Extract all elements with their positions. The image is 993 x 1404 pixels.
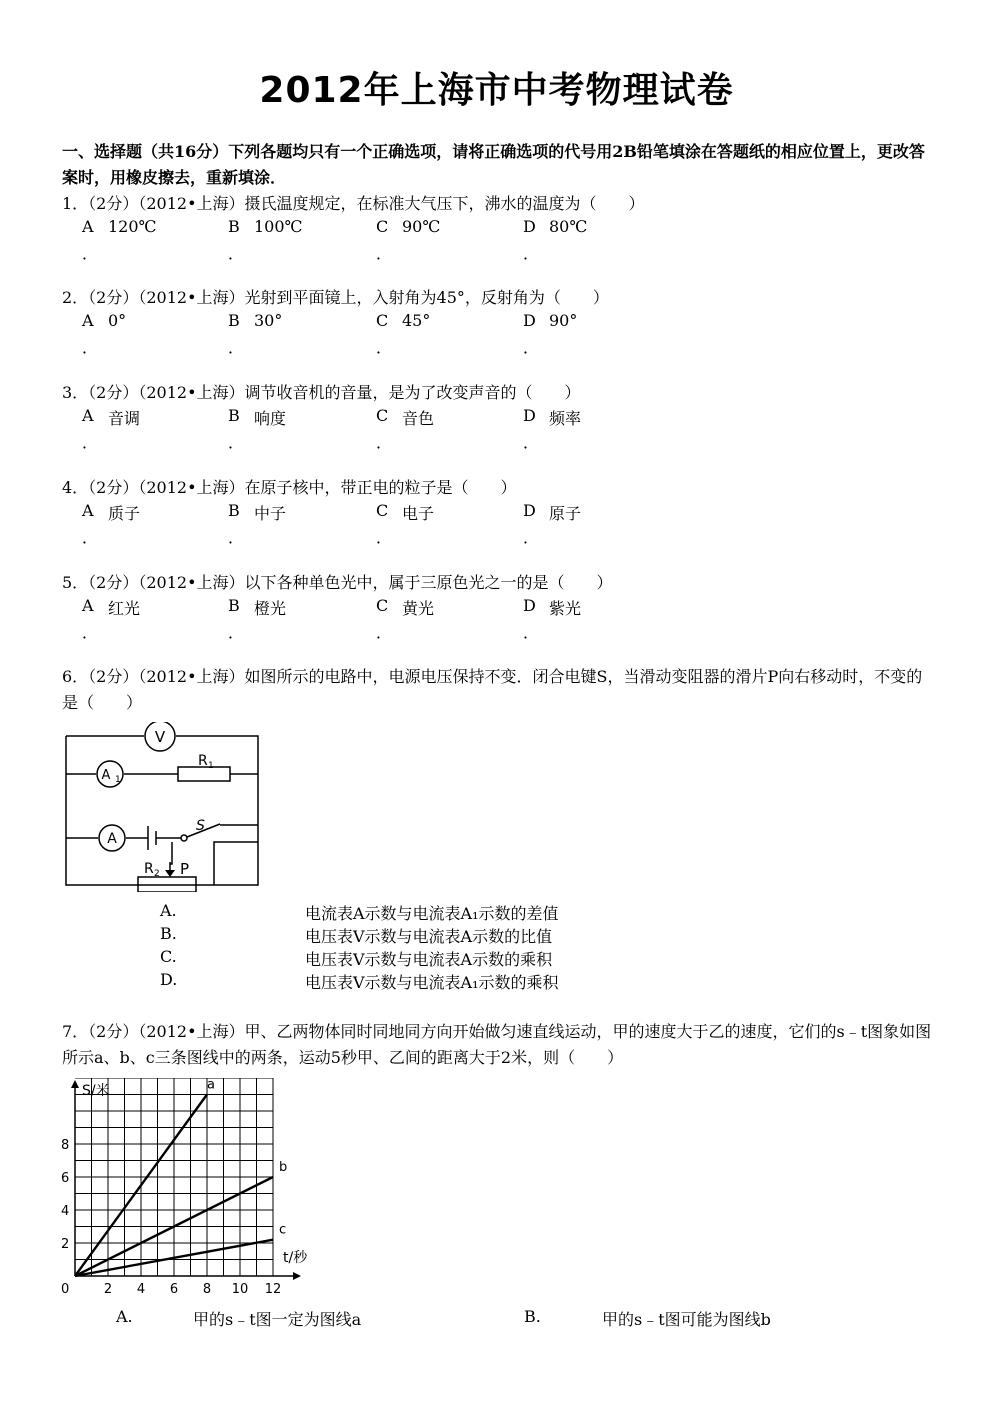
option-dot: ． — [376, 433, 393, 452]
option-letter: A. — [160, 901, 177, 920]
option-text: 0° — [108, 311, 127, 330]
option-text: 音调 — [108, 409, 141, 428]
option-letter: C — [376, 217, 389, 236]
option-dot: ． — [228, 338, 245, 357]
option-text: 45° — [402, 311, 431, 330]
option-letter: A — [82, 217, 94, 236]
switch-s-label: S — [196, 818, 205, 834]
option-text: 120℃ — [108, 217, 157, 236]
y-tick-label: 4 — [61, 1204, 70, 1219]
y-axis-label: S/米 — [82, 1083, 110, 1099]
option-letter: B — [228, 217, 240, 236]
section-instruction: 一、选择题（共16分）下列各题均只有一个正确选项，请将正确选项的代号用2B铅笔填涂在答题纸的相应位置上，更改答案时，用橡皮擦去，重新填涂． — [62, 142, 925, 187]
option-text: 橙光 — [254, 599, 287, 618]
option-dot: ． — [228, 528, 245, 547]
option-text: 电压表V示数与电流表A示数的比值 — [305, 927, 553, 946]
option-letter: D — [523, 596, 536, 615]
option-letter: B — [228, 311, 240, 330]
st-chart — [55, 1078, 330, 1298]
option-dot: ． — [523, 338, 540, 357]
slider-p-label: P — [180, 860, 190, 878]
option-text: 中子 — [254, 504, 287, 523]
option-dot: ． — [82, 338, 99, 357]
rheostat-r2-label: R — [144, 861, 154, 877]
option-letter: C. — [160, 947, 177, 966]
option-dot: ． — [523, 528, 540, 547]
option-text: 音色 — [402, 409, 435, 428]
option-dot: ． — [376, 623, 393, 642]
ammeter-a-label: A — [107, 831, 117, 847]
question-stem: 3．（2分）（2012•上海）调节收音机的音量，是为了改变声音的（ ） — [62, 383, 581, 402]
y-tick-label: 2 — [61, 1237, 70, 1252]
option-text: 黄光 — [402, 599, 435, 618]
slider-arrow-icon — [165, 870, 175, 877]
x-axis-arrow-icon — [293, 1272, 301, 1280]
x-tick-label: 8 — [202, 1282, 212, 1297]
option-dot: ． — [82, 433, 99, 452]
option-letter: A. — [116, 1307, 133, 1326]
series-label-a: a — [207, 1078, 215, 1093]
question-stem: 2．（2分）（2012•上海）光射到平面镜上，入射角为45°，反射角为（ ） — [62, 288, 609, 307]
option-text: 甲的s﹣t图一定为图线a — [193, 1310, 362, 1329]
option-letter: D. — [160, 970, 178, 989]
x-tick-label: 0 — [61, 1282, 70, 1297]
option-text: 甲的s﹣t图可能为图线b — [602, 1310, 771, 1329]
option-dot: ． — [82, 244, 99, 263]
option-text: 电压表V示数与电流表A示数的乘积 — [305, 950, 553, 969]
rheostat-r2-subscript: 2 — [154, 869, 160, 879]
question-stem: 6．（2分）（2012•上海）如图所示的电路中，电源电压保持不变．闭合电键S，当滑动变阻器的滑片P向右移动时，不变的是（ ） — [62, 667, 923, 712]
resistor-r1-subscript: 1 — [208, 761, 214, 771]
option-text: 电压表V示数与电流表A₁示数的乘积 — [305, 973, 559, 992]
option-letter: D — [523, 217, 536, 236]
x-tick-label: 10 — [231, 1282, 249, 1297]
question-stem: 4．（2分）（2012•上海）在原子核中，带正电的粒子是（ ） — [62, 478, 517, 497]
option-letter: B — [228, 596, 240, 615]
option-letter: A — [82, 311, 94, 330]
option-dot: ． — [228, 433, 245, 452]
option-letter: C — [376, 596, 389, 615]
option-text: 原子 — [549, 504, 582, 523]
question-stem: 7．（2分）（2012•上海）甲、乙两物体同时同地同方向开始做匀速直线运动，甲的速度大于乙的速度，它们的s﹣t图象如图所示a、b、c三条图线中的两条，运动5秒甲、乙间的距离大于2米，则（ ） — [62, 1022, 932, 1067]
series-label-b: b — [279, 1160, 288, 1175]
option-letter: C — [376, 501, 389, 520]
option-text: 响度 — [254, 409, 287, 428]
x-tick-label: 4 — [136, 1282, 146, 1297]
option-text: 90℃ — [402, 217, 441, 236]
option-text: 红光 — [108, 599, 141, 618]
question-stem: 5．（2分）（2012•上海）以下各种单色光中，属于三原色光之一的是（ ） — [62, 573, 613, 592]
ammeter-a1-label: A — [101, 768, 111, 783]
switch-contact-icon — [181, 835, 187, 841]
battery-icon — [148, 826, 156, 850]
option-dot: ． — [376, 244, 393, 263]
option-dot: ． — [523, 433, 540, 452]
option-letter: A — [82, 501, 94, 520]
x-tick-label: 2 — [103, 1282, 113, 1297]
page-title: 2012年上海市中考物理试卷 — [259, 70, 734, 111]
circuit-wire — [66, 736, 258, 885]
option-text: 电流表A示数与电流表A₁示数的差值 — [305, 904, 559, 923]
option-dot: ． — [376, 338, 393, 357]
option-letter: B — [228, 501, 240, 520]
option-letter: B — [228, 406, 240, 425]
option-letter: D — [523, 501, 536, 520]
ammeter-a1-subscript: 1 — [115, 775, 121, 785]
option-dot: ． — [376, 528, 393, 547]
option-text: 90° — [549, 311, 578, 330]
option-dot: ． — [82, 623, 99, 642]
option-text: 电子 — [402, 504, 435, 523]
option-text: 30° — [254, 311, 283, 330]
option-dot: ． — [523, 623, 540, 642]
resistor-r1-icon — [178, 767, 230, 781]
option-letter: A — [82, 406, 94, 425]
option-letter: C — [376, 311, 389, 330]
resistor-r1-label: R — [198, 753, 208, 769]
option-letter: A — [82, 596, 94, 615]
option-text: 80℃ — [549, 217, 588, 236]
circuit-diagram — [60, 722, 265, 892]
series-label-c: c — [279, 1222, 287, 1238]
option-dot: ． — [228, 623, 245, 642]
x-tick-label: 12 — [264, 1282, 282, 1297]
question-stem: 1．（2分）（2012•上海）摄氏温度规定，在标准大气压下，沸水的温度为（ ） — [62, 194, 645, 213]
option-text: 100℃ — [254, 217, 303, 236]
y-axis-arrow-icon — [71, 1080, 79, 1088]
x-tick-label: 6 — [169, 1282, 179, 1297]
option-letter: C — [376, 406, 389, 425]
option-letter: D — [523, 311, 536, 330]
voltmeter-label: V — [154, 728, 166, 746]
option-dot: ． — [228, 244, 245, 263]
option-letter: D — [523, 406, 536, 425]
option-text: 质子 — [108, 504, 141, 523]
y-tick-label: 8 — [61, 1138, 70, 1153]
option-text: 紫光 — [549, 599, 582, 618]
option-letter: B. — [524, 1307, 541, 1326]
option-dot: ． — [82, 528, 99, 547]
option-text: 频率 — [549, 409, 582, 428]
x-axis-label: t/秒 — [283, 1250, 308, 1266]
option-letter: B. — [160, 924, 177, 943]
option-dot: ． — [523, 244, 540, 263]
y-tick-label: 6 — [61, 1171, 70, 1186]
